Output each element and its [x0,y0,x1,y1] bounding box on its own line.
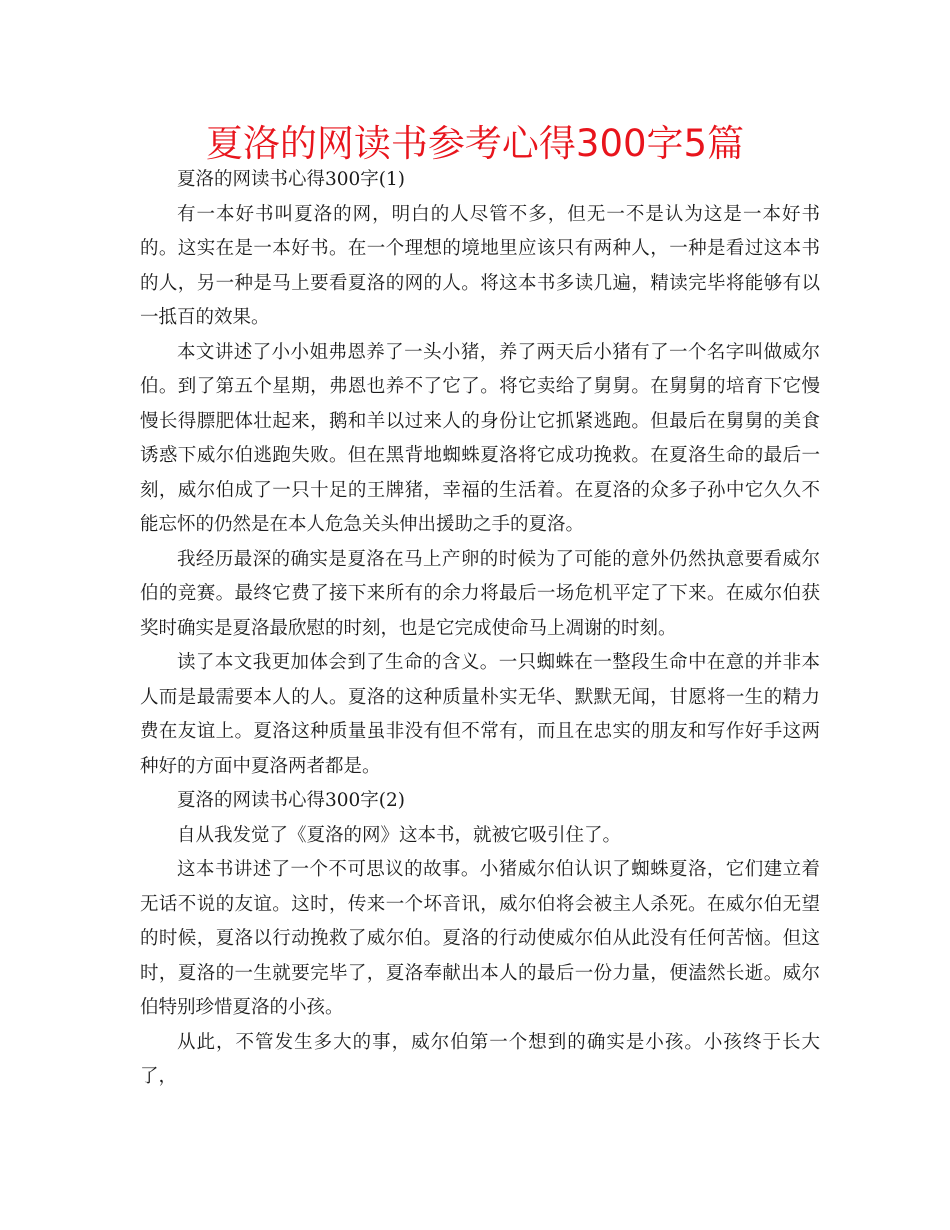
paragraph: 自从我发觉了《夏洛的网》这本书，就被它吸引住了。 [177,824,622,846]
section-heading-2: 夏洛的网读书心得300字(2) [177,790,406,811]
paragraph: 从此，不管发生多大的事，威尔伯第一个想到的确实是小孩。小孩终于长大了， [140,1031,820,1087]
paragraph: 本文讲述了小小姐弗恩养了一头小猪，养了两天后小猪有了一个名字叫做威尔伯。到了第五个星期，弗恩也养不了它了。将它卖给了舅舅。在舅舅的培育下它慢慢长得膘肥体壮起来，鹅和羊以过来人的身份让它抓紧逃跑。但最后在舅舅的美食诱惑下威尔伯逃跑失败。但在黑背地蜘蛛夏洛将它成功挽救。在夏洛生命的最后一刻，威尔伯成了一只十足的王牌猪，幸福的生活着。在夏洛的众多子孙中它久久不能忘怀的仍然是在本人危急关头伸出援助之手的夏洛。 [140,341,820,535]
paragraph: 这本书讲述了一个不可思议的故事。小猪威尔伯认识了蜘蛛夏洛，它们建立着无话不说的友谊。这时，传来一个坏音讯，威尔伯将会被主人杀死。在威尔伯无望的时候，夏洛以行动挽救了威尔伯。夏洛的行动使威尔伯从此没有任何苦恼。但这时，夏洛的一生就要完毕了，夏洛奉献出本人的最后一份力量，便溘然长逝。威尔伯特别珍惜夏洛的小孩。 [140,859,820,1018]
document-title: 夏洛的网读书参考心得300字5篇 [205,122,745,165]
paragraph: 我经历最深的确实是夏洛在马上产卵的时候为了可能的意外仍然执意要看威尔伯的竞赛。最终它费了接下来所有的余力将最后一场危机平定了下来。在威尔伯获奖时确实是夏洛最欣慰的时刻，也是它完成使命马上凋谢的时刻。 [140,548,820,639]
section-heading-1: 夏洛的网读书心得300字(1) [177,169,406,190]
paragraph: 有一本好书叫夏洛的网，明白的人尽管不多，但无一不是认为这是一本好书的。这实在是一本好书。在一个理想的境地里应该只有两种人，一种是看过这本书的人，另一种是马上要看夏洛的网的人。将这本书多读几遍，精读完毕将能够有以一抵百的效果。 [140,203,820,328]
paragraph: 读了本文我更加体会到了生命的含义。一只蜘蛛在一整段生命中在意的并非本人而是最需要本人的人。夏洛的这种质量朴实无华、默默无闻，甘愿将一生的精力费在友谊上。夏洛这种质量虽非没有但不常有，而且在忠实的朋友和写作好手这两种好的方面中夏洛两者都是。 [140,652,820,777]
document-body [140,163,820,1095]
